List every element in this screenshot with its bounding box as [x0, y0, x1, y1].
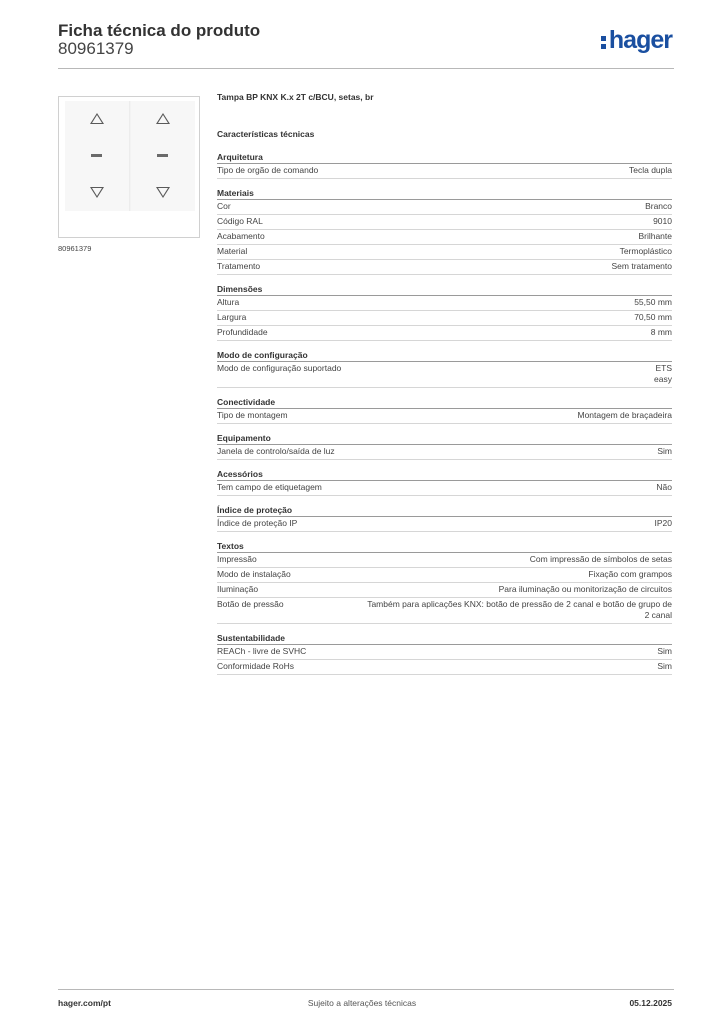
spec-group — [217, 468, 672, 496]
spec-row — [217, 481, 672, 496]
spec-label: Acabamento — [217, 231, 265, 241]
specifications — [217, 92, 672, 683]
spec-row — [217, 645, 672, 660]
switch-face — [65, 101, 195, 211]
spec-value: Montagem de braçadeira — [577, 410, 672, 420]
spec-label: Altura — [217, 297, 240, 307]
spec-row — [217, 517, 672, 532]
spec-value: 9010 — [653, 216, 672, 226]
product-code: 80961379 — [58, 39, 134, 58]
arrow-down-icon — [156, 187, 170, 198]
product-name: Tampa BP KNX K.x 2T c/BCU, setas, br — [217, 92, 374, 102]
spec-value: Termoplástico — [619, 246, 672, 256]
spec-group — [217, 396, 672, 424]
spec-row — [217, 409, 672, 424]
spec-group-title: Textos — [217, 540, 672, 553]
spec-group — [217, 283, 672, 341]
spec-value: Sem tratamento — [611, 261, 672, 271]
spec-value: Para iluminação ou monitorização de circuitos — [498, 584, 672, 594]
spec-value: 8 mm — [650, 327, 672, 337]
spec-group — [217, 432, 672, 460]
spec-value: Sim — [657, 646, 672, 656]
spec-label: Código RAL — [217, 216, 263, 226]
footer-divider — [58, 989, 674, 990]
arrow-up-icon — [156, 113, 170, 124]
spec-value: 55,50 mm — [634, 297, 672, 307]
spec-row — [217, 362, 672, 388]
spec-label: Modo de configuração suportado — [217, 363, 342, 373]
spec-label: Tipo de montagem — [217, 410, 288, 420]
spec-value: Com impressão de símbolos de setas — [529, 554, 672, 564]
footer-website[interactable]: hager.com/pt — [58, 998, 111, 1008]
spec-value: IP20 — [654, 518, 672, 528]
spec-label: Largura — [217, 312, 247, 322]
spec-row — [217, 660, 672, 675]
spec-row — [217, 553, 672, 568]
spec-group-title: Índice de proteção — [217, 504, 672, 517]
dash-icon — [157, 154, 168, 157]
spec-row — [217, 326, 672, 341]
spec-group-title: Materiais — [217, 187, 672, 200]
spec-label: Conformidade RoHs — [217, 661, 295, 671]
spec-group-title: Sustentabilidade — [217, 632, 672, 645]
dash-icon — [91, 154, 102, 157]
spec-label: Tratamento — [217, 261, 261, 271]
switch-rocker-left — [65, 101, 130, 211]
footer-notice: Sujeito a alterações técnicas — [307, 998, 417, 1008]
document-title: Ficha técnica do produto — [58, 21, 261, 40]
spec-group — [217, 540, 672, 624]
spec-value: Também para aplicações KNX: botão de pressão de 2 canal e botão de grupo de 2 canal — [367, 599, 672, 620]
page-header — [58, 20, 674, 70]
arrow-down-icon — [90, 187, 104, 198]
hager-logo — [601, 26, 672, 54]
spec-label: Iluminação — [217, 584, 259, 594]
spec-value: Tecla dupla — [628, 165, 672, 175]
image-caption: 80961379 — [58, 244, 92, 253]
spec-value: Brilhante — [638, 231, 672, 241]
spec-row — [217, 230, 672, 245]
spec-group-title: Equipamento — [217, 432, 672, 445]
spec-label: Cor — [217, 201, 231, 211]
spec-value: 70,50 mm — [634, 312, 672, 322]
spec-group — [217, 187, 672, 275]
spec-label: Profundidade — [217, 327, 268, 337]
spec-row — [217, 296, 672, 311]
spec-group-title: Dimensões — [217, 283, 672, 296]
spec-value: Branco — [645, 201, 672, 211]
spec-label: Tipo de orgão de comando — [217, 165, 319, 175]
spec-group — [217, 632, 672, 675]
spec-value: Sim — [657, 661, 672, 671]
spec-label: REACh - livre de SVHC — [217, 646, 307, 656]
tech-heading: Características técnicas — [217, 129, 315, 139]
spec-group-title: Acessórios — [217, 468, 672, 481]
product-image — [58, 96, 200, 238]
spec-row — [217, 260, 672, 275]
spec-row — [217, 598, 672, 624]
spec-label: Modo de instalação — [217, 569, 291, 579]
arrow-up-icon — [90, 113, 104, 124]
logo-text: hager — [608, 26, 672, 54]
spec-groups — [217, 151, 672, 675]
spec-group-title: Arquitetura — [217, 151, 672, 164]
spec-row — [217, 245, 672, 260]
header-divider — [58, 68, 674, 69]
footer-date: 05.12.2025 — [629, 998, 672, 1008]
spec-label: Índice de proteção IP — [217, 518, 298, 528]
spec-label: Janela de controlo/saída de luz — [217, 446, 335, 456]
spec-row — [217, 583, 672, 598]
spec-value: Não — [656, 482, 672, 492]
spec-row — [217, 215, 672, 230]
spec-label: Material — [217, 246, 248, 256]
spec-group — [217, 504, 672, 532]
spec-label: Impressão — [217, 554, 257, 564]
spec-group-title: Modo de configuração — [217, 349, 672, 362]
logo-mark-icon — [601, 34, 607, 50]
spec-value: ETS easy — [654, 363, 672, 384]
spec-value: Sim — [657, 446, 672, 456]
spec-group-title: Conectividade — [217, 396, 672, 409]
spec-row — [217, 568, 672, 583]
spec-row — [217, 200, 672, 215]
spec-value: Fixação com grampos — [588, 569, 672, 579]
spec-row — [217, 164, 672, 179]
switch-rocker-right — [131, 101, 195, 211]
spec-group — [217, 151, 672, 179]
spec-label: Tem campo de etiquetagem — [217, 482, 322, 492]
spec-row — [217, 445, 672, 460]
spec-label: Botão de pressão — [217, 599, 284, 609]
spec-group — [217, 349, 672, 388]
spec-row — [217, 311, 672, 326]
